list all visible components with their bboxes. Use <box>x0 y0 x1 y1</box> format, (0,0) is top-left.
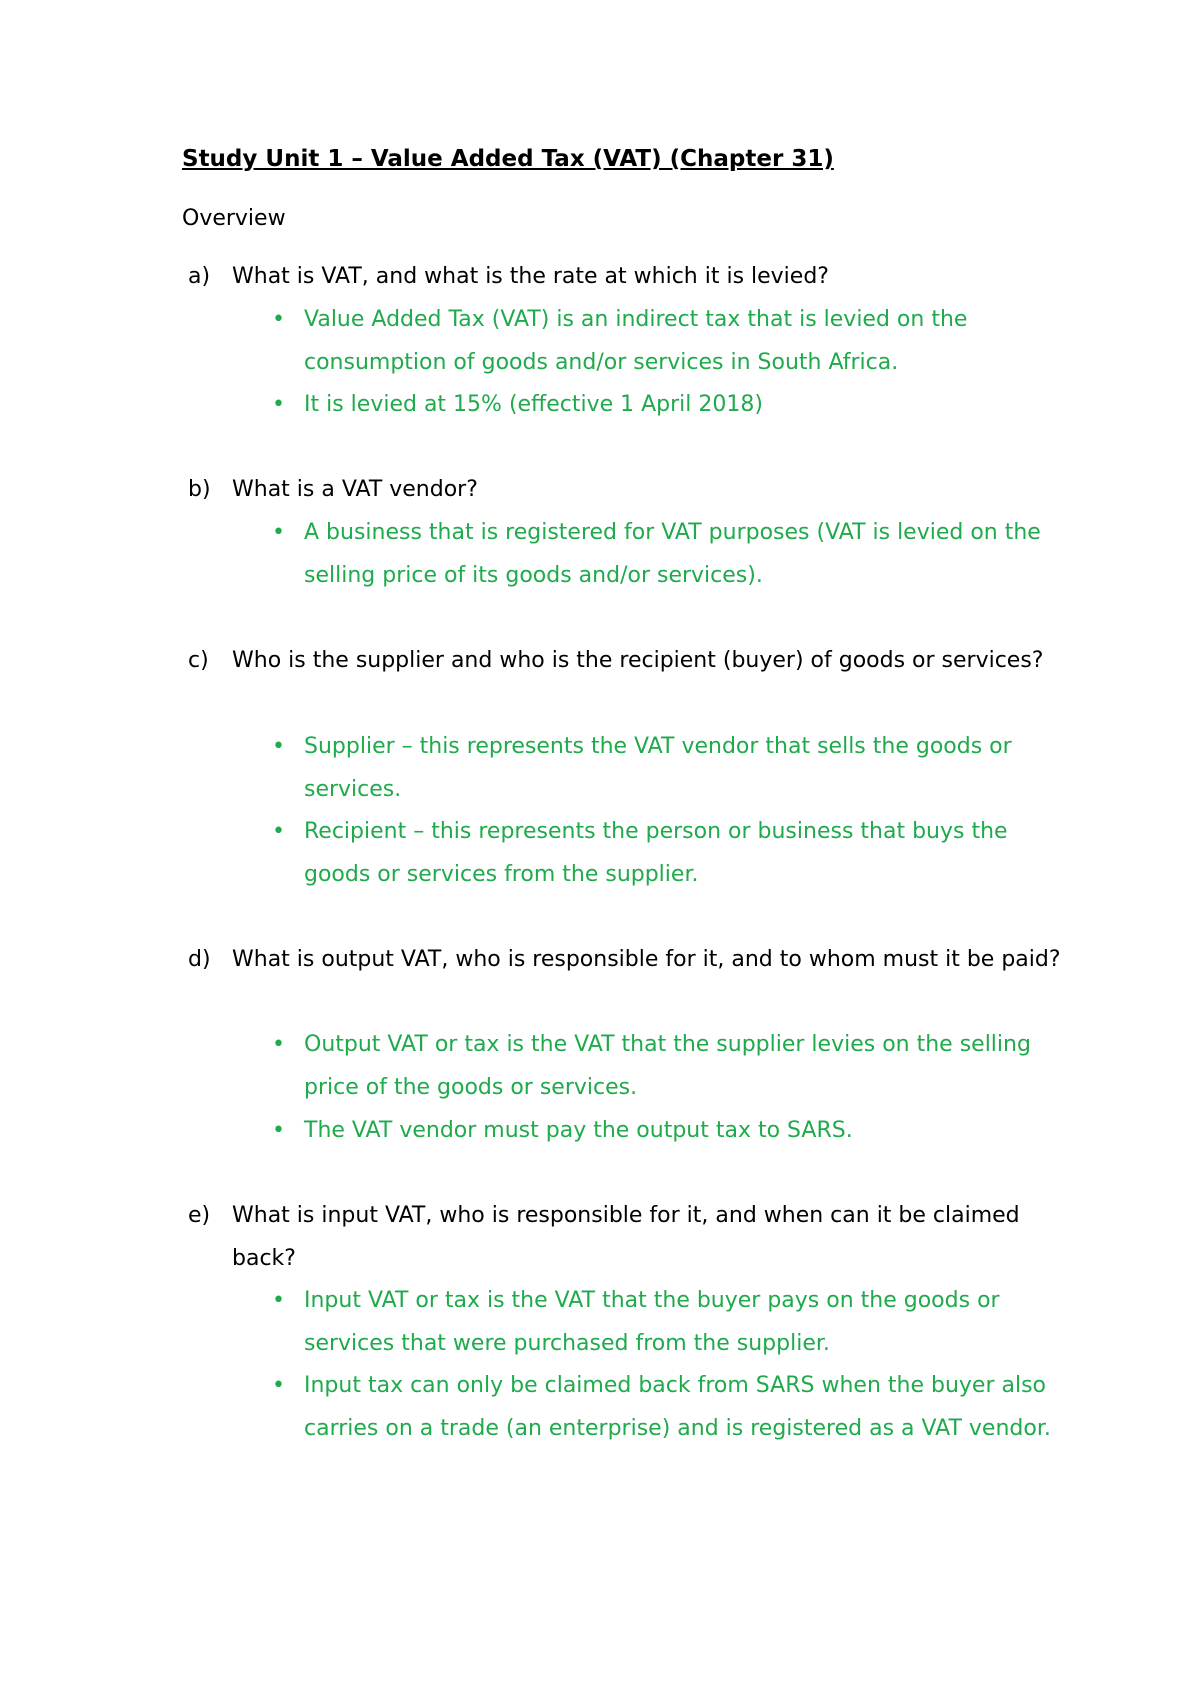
question-text: What is output VAT, who is responsible for it, and to whom must it be paid? <box>232 947 1061 972</box>
question-a <box>188 256 1062 299</box>
answer-text: Supplier – this represents the VAT vendor that sells the goods or services. <box>304 734 1012 802</box>
answer-a-1 <box>272 299 1074 384</box>
answer-a-2 <box>272 384 1074 427</box>
bullet-icon: • <box>272 392 285 417</box>
question-b <box>188 469 1062 512</box>
question-letter: e) <box>188 1203 211 1228</box>
bullet-icon: • <box>272 520 285 545</box>
question-text: What is a VAT vendor? <box>232 477 478 502</box>
bullet-icon: • <box>272 1032 285 1057</box>
answer-text: The VAT vendor must pay the output tax to SARS. <box>304 1118 853 1143</box>
question-text: What is VAT, and what is the rate at which it is levied? <box>232 264 829 289</box>
answer-d-2 <box>272 1110 1074 1153</box>
question-e <box>188 1195 1062 1280</box>
answer-text: Output VAT or tax is the VAT that the supplier levies on the selling price of the goods or services. <box>304 1032 1031 1100</box>
section-heading-overview: Overview <box>182 206 286 231</box>
answer-text: Input VAT or tax is the VAT that the buyer pays on the goods or services that were purchased from the supplier. <box>304 1288 1000 1356</box>
question-letter: d) <box>188 947 211 972</box>
bullet-icon: • <box>272 1288 285 1313</box>
bullet-icon: • <box>272 1118 285 1143</box>
answer-c-2 <box>272 811 1074 896</box>
answer-b-1 <box>272 512 1074 597</box>
question-text: Who is the supplier and who is the recipient (buyer) of goods or services? <box>232 648 1044 673</box>
answer-text: Recipient – this represents the person or business that buys the goods or services from the supplier. <box>304 819 1008 887</box>
question-letter: a) <box>188 264 211 289</box>
answer-e-1 <box>272 1280 1074 1365</box>
bullet-icon: • <box>272 307 285 332</box>
bullet-icon: • <box>272 734 285 759</box>
question-c <box>188 640 1062 683</box>
question-letter: b) <box>188 477 211 502</box>
answer-c-1 <box>272 726 1074 811</box>
bullet-icon: • <box>272 819 285 844</box>
answer-text: Value Added Tax (VAT) is an indirect tax that is levied on the consumption of goods and/or services in South Africa. <box>304 307 968 375</box>
answer-e-2 <box>272 1365 1074 1450</box>
document-title: Study Unit 1 – Value Added Tax (VAT) (Chapter 31) <box>182 146 834 172</box>
question-letter: c) <box>188 648 209 673</box>
answer-text: Input tax can only be claimed back from SARS when the buyer also carries on a trade (an enterprise) and is registered as a VAT vendor. <box>304 1373 1051 1441</box>
bullet-icon: • <box>272 1373 285 1398</box>
question-d <box>188 939 1062 982</box>
question-text: What is input VAT, who is responsible for it, and when can it be claimed back? <box>232 1203 1020 1271</box>
answer-text: A business that is registered for VAT purposes (VAT is levied on the selling price of its goods and/or services). <box>304 520 1041 588</box>
answer-d-1 <box>272 1024 1074 1109</box>
answer-text: It is levied at 15% (effective 1 April 2018) <box>304 392 763 417</box>
